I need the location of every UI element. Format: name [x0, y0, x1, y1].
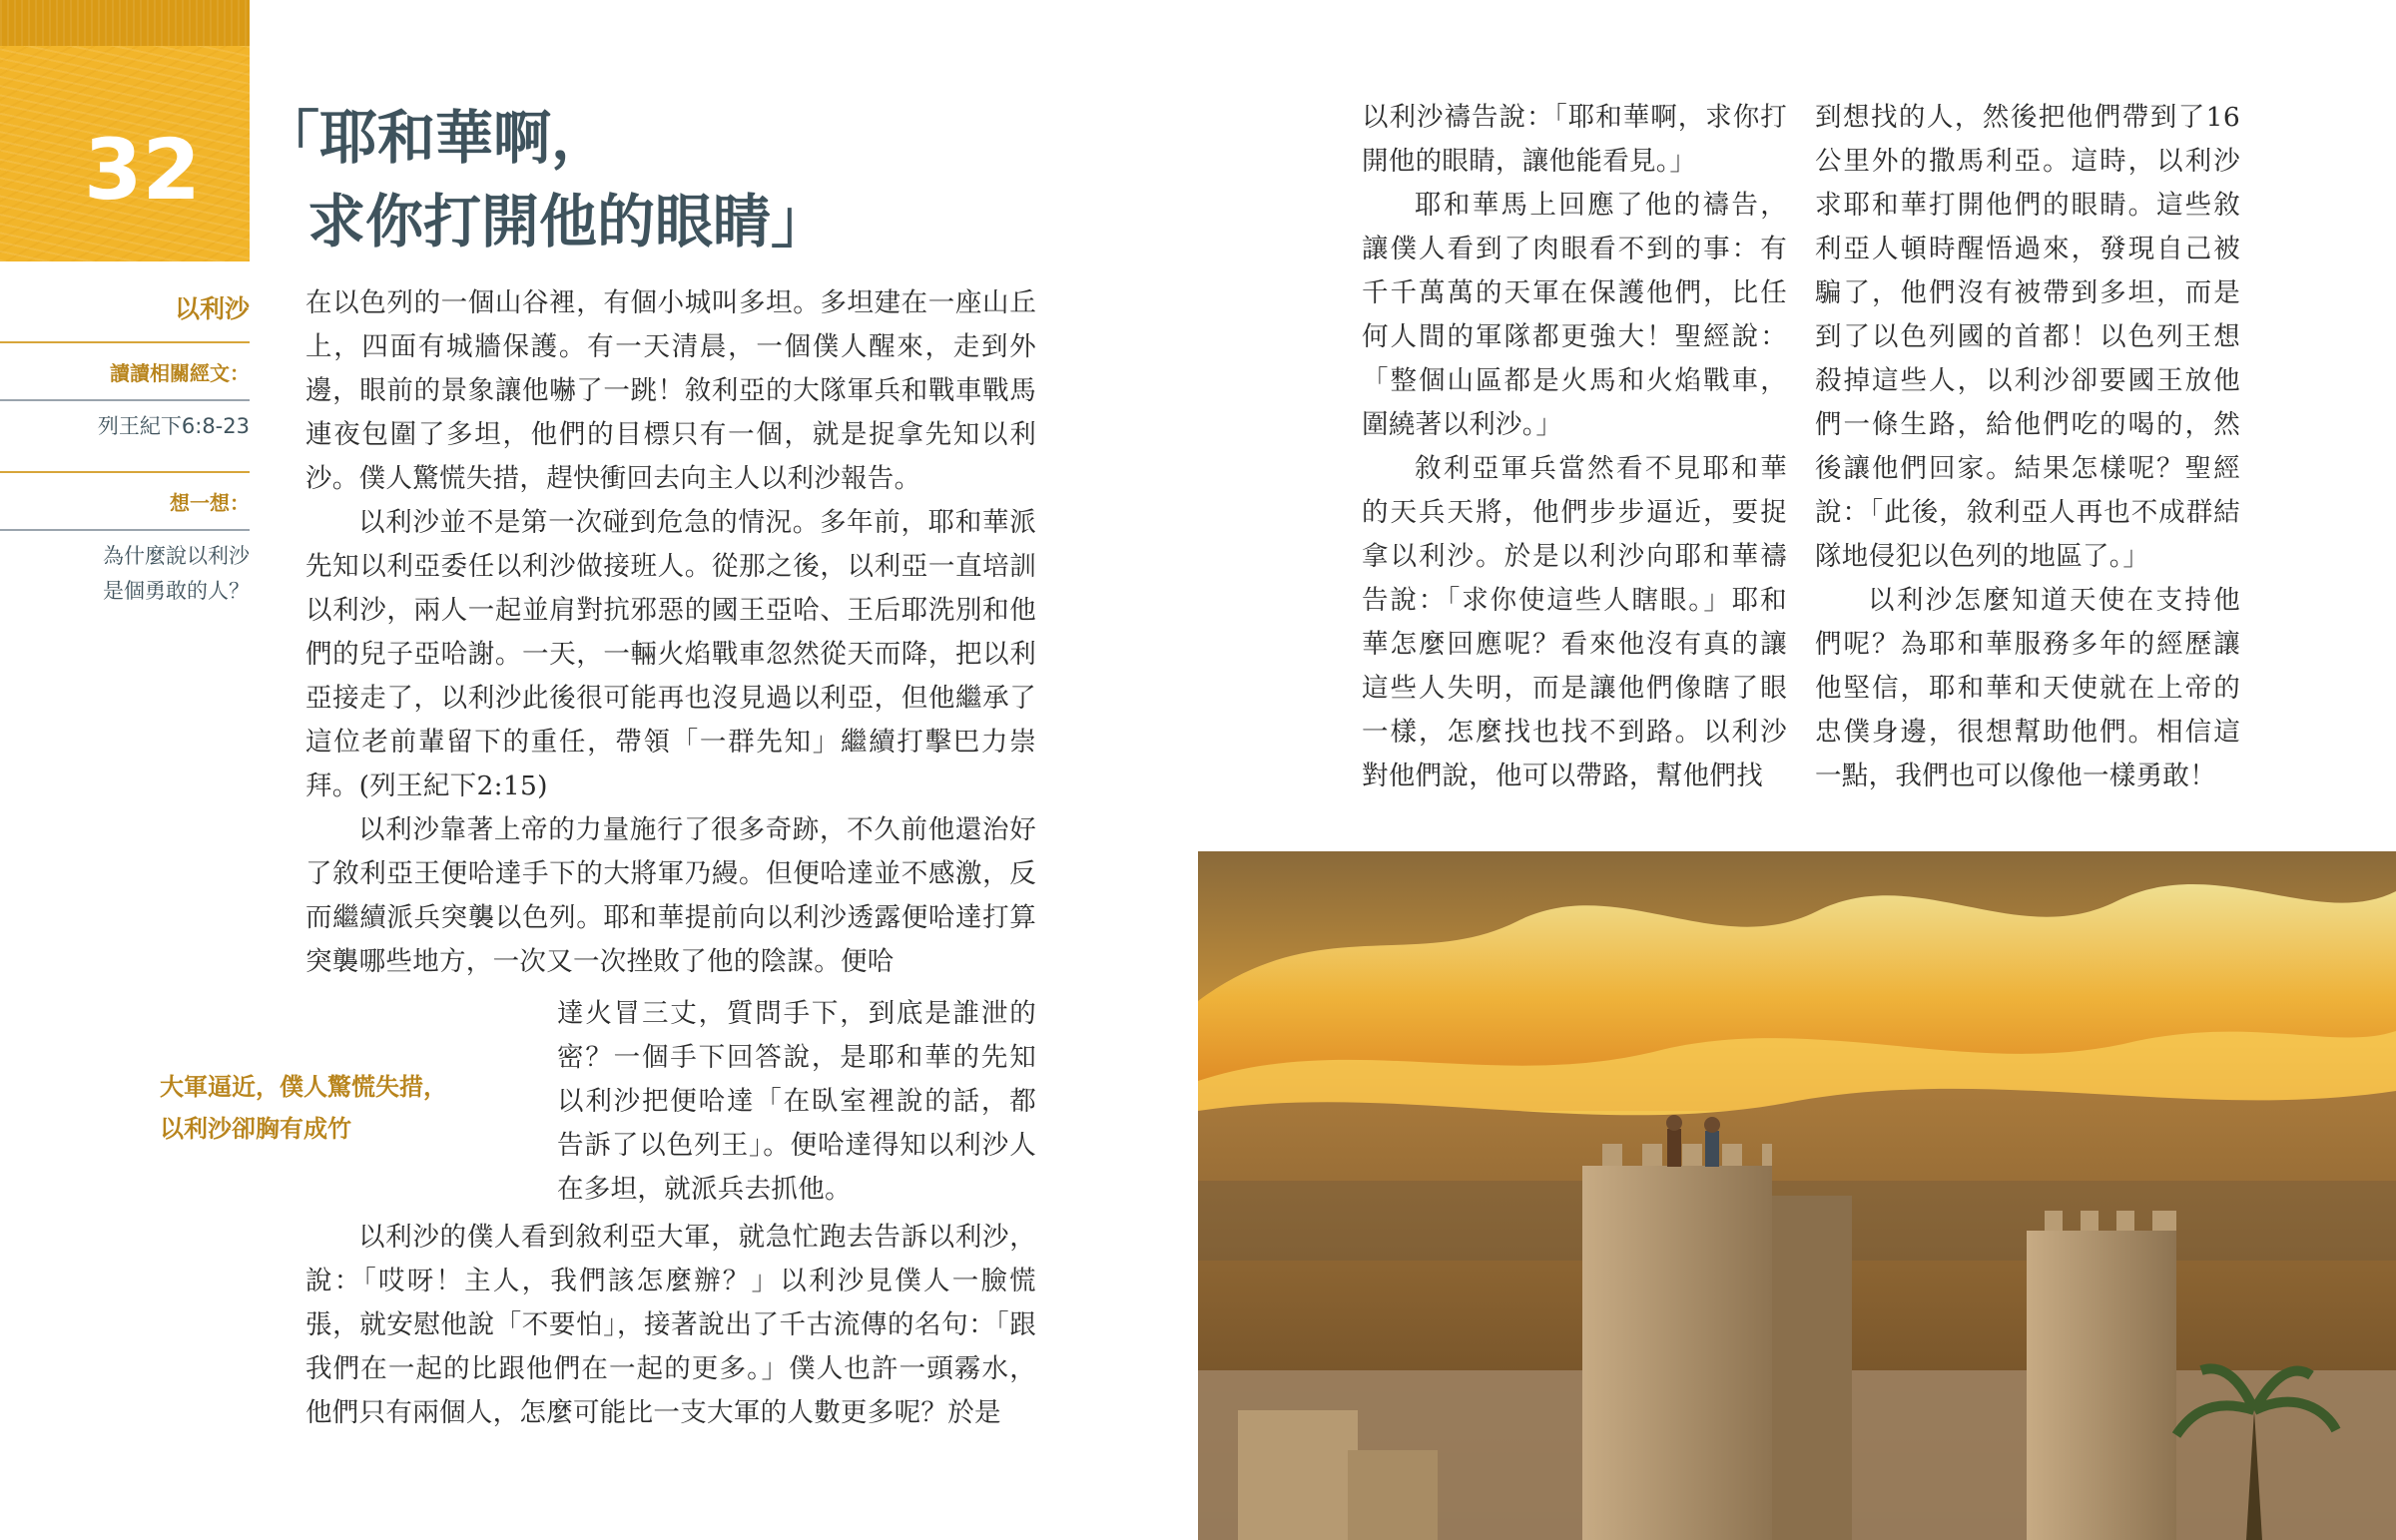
text-line: 別和他們的兒子亞哈謝。一天，一輛火焰戰車忽然從天而 — [305, 595, 1036, 670]
text-line: 他堅信，耶和華和天使就在上帝的 — [1815, 673, 2240, 704]
text-line: 一樣，怎麼找也找不到路。以利沙 — [1362, 717, 1787, 748]
text-line: 到想找的人，然後把他們帶到了16 — [1815, 102, 2240, 133]
elisha-figure — [1667, 1129, 1681, 1167]
text-line: 隊地侵犯以色列的地區了。」 — [1815, 541, 2150, 572]
text-line: 以利沙的僕人看到敘利亞大軍，就急忙跑去告訴以利沙， — [358, 1222, 1036, 1253]
text-line: 外邊，眼前的景象讓他嚇了一跳！敘利亞的大隊軍兵和戰車 — [305, 331, 1036, 406]
text-line: 以利沙怎麼知道天使在支持他 — [1868, 585, 2240, 616]
text-line: 何人間的軍隊都更強大！聖經說： — [1362, 321, 1787, 352]
paragraph — [305, 1216, 1036, 1435]
text-line: 求耶和華打開他們的眼睛。這些敘 — [1815, 190, 2240, 221]
text-line: 忠僕身邊，很想幫助他們。相信這 — [1815, 717, 2240, 748]
paragraph — [305, 281, 1036, 501]
text-line: 激，反而繼續派兵突襲以色列。耶和華提前向以利沙透露便 — [305, 858, 1036, 933]
sidebar-read-label: 讀讀相關經文： — [110, 361, 250, 385]
paragraph — [1362, 184, 1787, 447]
paragraph — [557, 992, 1036, 1212]
text-line: 們一條生路，給他們吃的喝的，然 — [1815, 409, 2240, 440]
second-tower — [2027, 1231, 2176, 1540]
caption-line: 以利沙卻胸有成竹 — [160, 1115, 351, 1143]
text-line: 他們只有兩個人，怎麼可能比一支大軍的人數更多呢？於是 — [305, 1397, 1001, 1428]
body-column-2 — [1362, 96, 1787, 798]
stone-block — [1348, 1450, 1438, 1540]
paragraph — [305, 501, 1036, 808]
sidebar-think-label: 想一想： — [170, 491, 250, 515]
sidebar-divider — [0, 471, 250, 473]
caption-line: 大軍逼近，僕人驚慌失措， — [160, 1073, 447, 1101]
servant-head — [1704, 1117, 1720, 1133]
text-line: 敘利亞軍兵當然看不見耶和華 — [1415, 453, 1787, 484]
text-line: 以利沙並不是第一次碰到危急的情況。多年前，耶和華 — [358, 507, 1010, 538]
illustration-caption — [160, 1066, 489, 1150]
body-column-1-lower — [305, 1216, 1036, 1435]
text-line: 丘上，四面有城牆保護。有一天清晨，一個僕人醒來，走到 — [305, 287, 1036, 362]
tower-side — [1772, 1196, 1852, 1540]
text-line: 利亞人頓時醒悟過來，發現自己被 — [1815, 234, 2240, 264]
think-question-line: 是個勇敢的人？ — [103, 579, 250, 603]
text-line: 告說：「求你使這些人瞎眼。」耶和 — [1362, 585, 1787, 616]
text-line: 對他們說，他可以帶路，幫他們找 — [1362, 761, 1763, 791]
text-line: 繞著以利沙。」 — [1388, 409, 1563, 440]
main-tower — [1582, 1166, 1772, 1540]
sidebar-divider — [0, 529, 250, 531]
text-line: 後讓他們回家。結果怎樣呢？聖經 — [1815, 453, 2240, 484]
text-line: 一點，我們也可以像他一樣勇敢！ — [1815, 761, 2216, 791]
sidebar-divider — [0, 341, 250, 343]
text-line: 騙了，他們沒有被帶到多坦，而是 — [1815, 277, 2240, 308]
text-line: 密？一個手下回答說，是耶和華的先知 — [557, 1042, 1036, 1073]
text-line: 哈達打算突襲哪些地方，一次又一次挫敗了他的陰謀。便哈 — [305, 902, 1036, 977]
text-line: 拿以利沙。於是以利沙向耶和華禱 — [1362, 541, 1787, 572]
paragraph — [1362, 96, 1787, 184]
text-line: 耶和華馬上回應了他的禱告， — [1415, 190, 1787, 221]
sidebar-scripture-reference: 列王紀下6:8-23 — [97, 414, 250, 438]
illustration-art — [1198, 851, 2396, 1540]
sidebar-divider — [0, 399, 250, 401]
text-line: 但他繼承了這位老前輩留下的重任，帶領「一群先知」繼續打 — [305, 683, 1036, 758]
body-column-3 — [1815, 96, 2240, 798]
paragraph — [1815, 96, 2240, 579]
number-block-strip — [0, 0, 250, 46]
text-line: 好了敘利亞王便哈達手下的大將軍乃縵。但便哈達並不感 — [305, 814, 1036, 889]
servant-figure — [1705, 1131, 1719, 1167]
text-line: 張，就安慰他說「不要怕」，接著說出了千古流傳的名句：「跟 — [305, 1309, 1036, 1340]
text-line: 降，把以利亞接走了，以利沙此後很可能再也沒見過以利亞， — [305, 639, 1036, 714]
body-column-1-narrow — [557, 992, 1036, 1212]
text-line: 戰馬連夜包圍了多坦，他們的目標只有一個，就是捉拿先知 — [305, 375, 1037, 450]
title-line-1: 「耶和華啊， — [262, 104, 610, 172]
text-line: 到了以色列國的首都！以色列王想 — [1815, 321, 2240, 352]
sidebar-person-name: 以利沙 — [174, 294, 250, 323]
text-line: 我們在一起的比跟他們在一起的更多。」僕人也許一頭霧水， — [305, 1353, 1036, 1384]
text-line: 這些人失明，而是讓他們像瞎了眼 — [1362, 673, 1787, 704]
text-line: 讓僕人看到了肉眼看不到的事：有 — [1362, 234, 1787, 264]
paragraph — [1362, 447, 1787, 798]
text-line: 以利沙靠著上帝的力量施行了很多奇跡，不久前他還治 — [358, 814, 1010, 845]
text-line: 以利沙。僕人驚慌失措，趕快衝回去向主人以利沙報告。 — [305, 419, 1036, 494]
text-line: 千千萬萬的天軍在保護他們，比任 — [1362, 277, 1787, 308]
text-line: 打開他的眼睛，讓他能看見。」 — [1362, 102, 1787, 177]
text-line: 的天兵天將，他們步步逼近，要捉 — [1362, 497, 1787, 528]
think-question-line: 為什麼說以利沙 — [103, 544, 250, 568]
stone-block — [1238, 1410, 1358, 1540]
text-line: 們呢？為耶和華服務多年的經歷讓 — [1815, 629, 2240, 660]
text-line: 公里外的撒馬利亞。這時，以利沙 — [1815, 146, 2240, 177]
paragraph — [305, 808, 1036, 984]
text-line: 華怎麼回應呢？看來他沒有真的讓 — [1362, 629, 1787, 660]
text-line: 達火冒三丈，質問手下，到底是誰泄的 — [557, 998, 1036, 1029]
text-line: 擊巴力崇拜。(列王紀下2:15) — [305, 727, 1037, 801]
elisha-head — [1666, 1115, 1682, 1131]
text-line: 人在多坦，就派兵去抓他。 — [557, 1130, 1036, 1205]
text-line: 以利沙把便哈達「在臥室裡說的話，都 — [557, 1086, 1036, 1117]
title-line-2: 求你打開他的眼睛」 — [307, 188, 830, 256]
text-line: 說：「此後，敘利亞人再也不成群結 — [1815, 497, 2240, 528]
story-number: 32 — [84, 121, 201, 219]
text-line: 在以色列的一個山谷裡，有個小城叫多坦。多坦建在一座山 — [305, 287, 1010, 318]
text-line: 說：「哎呀！主人，我們該怎麼辦？」以利沙見僕人一臉慌 — [305, 1266, 1036, 1296]
paragraph — [1815, 579, 2240, 798]
text-line: 以利沙禱告說：「耶和華啊，求你 — [1362, 102, 1761, 133]
text-line: 告訴了以色列王」。便哈達得知以利沙 — [557, 1130, 1010, 1161]
page-title — [262, 96, 920, 263]
text-line: 派先知以利亞委任以利沙做接班人。從那之後，以利亞一直 — [305, 507, 1036, 582]
body-column-1 — [305, 281, 1036, 984]
text-line: 培訓以利沙，兩人一起並肩對抗邪惡的國王亞哈、王后耶洗 — [305, 551, 1037, 626]
sidebar-think-question — [0, 539, 250, 609]
text-line: 「整個山區都是火馬和火焰戰車，圍 — [1362, 365, 1787, 440]
illustration-fiery-army — [1198, 851, 2396, 1540]
text-line: 殺掉這些人，以利沙卻要國王放他 — [1815, 365, 2240, 396]
